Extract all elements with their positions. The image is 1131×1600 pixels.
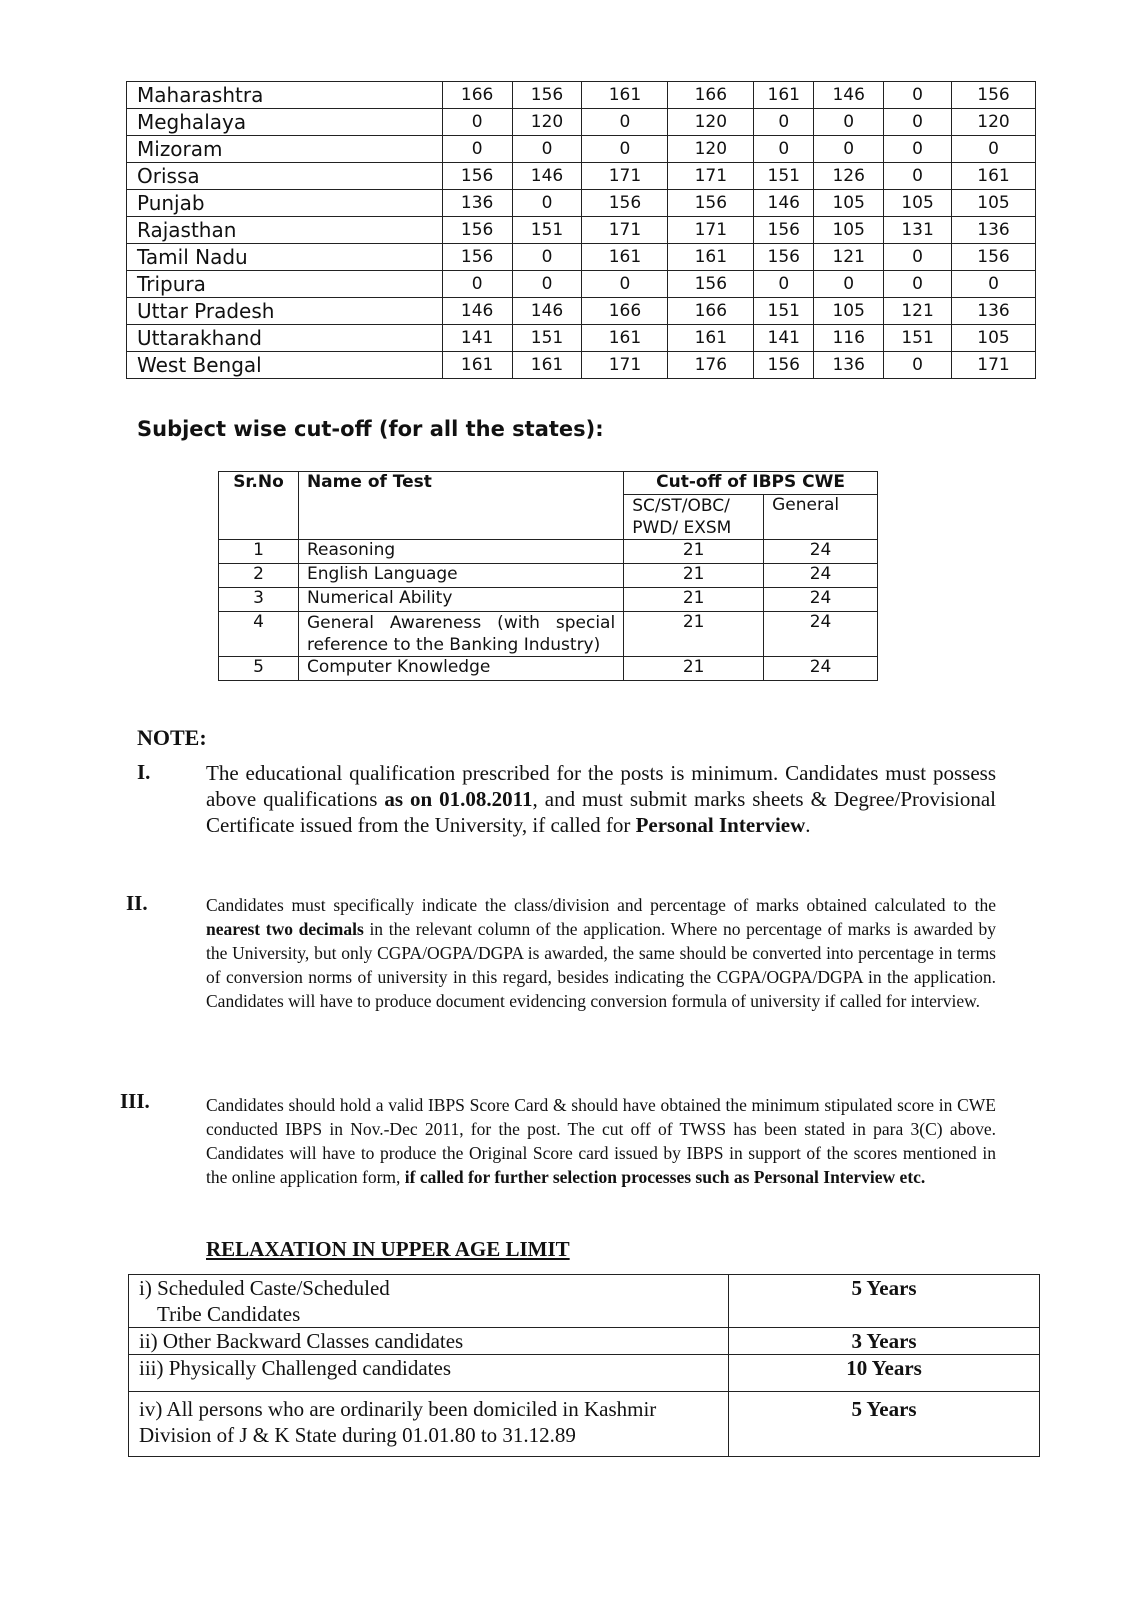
cutoff-value: 105 xyxy=(884,190,952,217)
state-name: West Bengal xyxy=(127,352,443,379)
cutoff-value: 166 xyxy=(582,298,668,325)
cutoff-reserved: 21 xyxy=(624,564,764,588)
state-name: Uttarakhand xyxy=(127,325,443,352)
cutoff-value: 156 xyxy=(442,217,512,244)
cutoff-value: 0 xyxy=(512,136,582,163)
header-srno: Sr.No xyxy=(219,472,299,540)
relaxation-years: 10 Years xyxy=(729,1355,1040,1392)
cutoff-value: 156 xyxy=(668,190,754,217)
cutoff-value: 146 xyxy=(512,298,582,325)
test-number: 5 xyxy=(219,657,299,681)
cutoff-value: 0 xyxy=(884,244,952,271)
cutoff-value: 156 xyxy=(754,217,814,244)
test-number: 1 xyxy=(219,540,299,564)
note-heading: NOTE: xyxy=(137,725,207,750)
table-row xyxy=(127,163,1036,190)
table-row xyxy=(219,564,878,588)
cutoff-value: 0 xyxy=(754,109,814,136)
cutoff-value: 146 xyxy=(754,190,814,217)
cutoff-value: 161 xyxy=(582,82,668,109)
cutoff-general: 24 xyxy=(764,564,878,588)
relaxation-heading: RELAXATION IN UPPER AGE LIMIT xyxy=(206,1237,570,1261)
state-name: Tamil Nadu xyxy=(127,244,443,271)
cutoff-general: 24 xyxy=(764,657,878,681)
cutoff-value: 161 xyxy=(582,325,668,352)
cutoff-value: 0 xyxy=(884,352,952,379)
state-cutoff-table xyxy=(126,81,1036,379)
cutoff-value: 0 xyxy=(754,136,814,163)
cutoff-value: 0 xyxy=(582,271,668,298)
cutoff-value: 136 xyxy=(952,298,1036,325)
cutoff-reserved: 21 xyxy=(624,540,764,564)
table-row xyxy=(219,540,878,564)
note-text: The educational qualification prescribed for the posts is minimum. Candidates must possess above qualifications as on 01.08.2011, and must submit marks sheets & Degree/Provisional Certificate issued from the University, if called for Personal Interview. xyxy=(206,761,996,837)
note-text: Candidates must specifically indicate the class/division and percentage of marks obtained calculated to the nearest two decimals in the relevant column of the application. Where no percentage of marks is awarded by the University, but only CGPA/OGPA/DGPA is awarded, the same should be converted into percentage in terms of conversion norms of university in this regard, besides indicating the CGPA/OGPA/DGPA in the application. Candidates will have to produce document evidencing conversion formula of university if called for interview. xyxy=(206,895,997,1011)
note-text: Candidates should hold a valid IBPS Score Card & should have obtained the minimum stipulated score in CWE conducted IBPS in Nov.-Dec 2011, for the post. The cut off of TWSS has been stated in para 3(C) above. Candidates will have to produce the Original Score card issued by IBPS in support of the scores mentioned in the online application form, if called for further selection processes such as Personal Interview etc. xyxy=(206,1095,996,1187)
cutoff-value: 0 xyxy=(442,271,512,298)
cutoff-value: 0 xyxy=(814,109,884,136)
cutoff-value: 161 xyxy=(952,163,1036,190)
cutoff-value: 151 xyxy=(754,163,814,190)
cutoff-value: 171 xyxy=(952,352,1036,379)
table-row xyxy=(127,325,1036,352)
cutoff-value: 171 xyxy=(582,217,668,244)
cutoff-value: 146 xyxy=(512,163,582,190)
cutoff-value: 146 xyxy=(442,298,512,325)
cutoff-value: 171 xyxy=(582,352,668,379)
cutoff-value: 121 xyxy=(814,244,884,271)
cutoff-value: 0 xyxy=(754,271,814,298)
cutoff-value: 0 xyxy=(884,163,952,190)
cutoff-value: 0 xyxy=(814,136,884,163)
state-name: Punjab xyxy=(127,190,443,217)
cutoff-value: 120 xyxy=(668,136,754,163)
cutoff-value: 151 xyxy=(884,325,952,352)
cutoff-value: 105 xyxy=(952,325,1036,352)
cutoff-value: 105 xyxy=(814,298,884,325)
cutoff-value: 0 xyxy=(814,271,884,298)
relaxation-years: 5 Years xyxy=(729,1275,1040,1328)
relaxation-category: iii) Physically Challenged candidates xyxy=(129,1355,729,1392)
table-row xyxy=(127,352,1036,379)
cutoff-value: 0 xyxy=(512,244,582,271)
table-row xyxy=(127,298,1036,325)
test-name: English Language xyxy=(298,564,623,588)
table-row xyxy=(127,82,1036,109)
header-reserved: SC/ST/OBC/ PWD/ EXSM xyxy=(624,495,764,540)
cutoff-value: 166 xyxy=(668,298,754,325)
cutoff-value: 0 xyxy=(582,109,668,136)
cutoff-value: 156 xyxy=(754,244,814,271)
test-number: 2 xyxy=(219,564,299,588)
test-name: General Awareness (with special reference to the Banking Industry) xyxy=(298,612,623,657)
cutoff-value: 0 xyxy=(512,271,582,298)
relaxation-table xyxy=(128,1274,1040,1457)
test-number: 3 xyxy=(219,588,299,612)
cutoff-value: 126 xyxy=(814,163,884,190)
cutoff-value: 120 xyxy=(668,109,754,136)
cutoff-value: 0 xyxy=(442,136,512,163)
cutoff-value: 171 xyxy=(668,163,754,190)
cutoff-value: 0 xyxy=(884,136,952,163)
cutoff-value: 156 xyxy=(952,82,1036,109)
cutoff-value: 120 xyxy=(952,109,1036,136)
cutoff-value: 121 xyxy=(884,298,952,325)
table-row xyxy=(219,588,878,612)
cutoff-reserved: 21 xyxy=(624,588,764,612)
cutoff-value: 161 xyxy=(668,325,754,352)
cutoff-value: 0 xyxy=(884,82,952,109)
header-general: General xyxy=(764,495,878,540)
cutoff-value: 151 xyxy=(512,325,582,352)
table-row xyxy=(127,271,1036,298)
header-name-of-test: Name of Test xyxy=(298,472,623,540)
relaxation-years: 3 Years xyxy=(729,1328,1040,1355)
subject-cutoff-table xyxy=(218,471,878,681)
cutoff-value: 161 xyxy=(582,244,668,271)
header-cutoff: Cut-off of IBPS CWE xyxy=(624,472,878,495)
cutoff-value: 141 xyxy=(754,325,814,352)
cutoff-value: 156 xyxy=(582,190,668,217)
cutoff-value: 136 xyxy=(442,190,512,217)
table-row xyxy=(129,1328,1040,1355)
relaxation-years: 5 Years xyxy=(729,1392,1040,1457)
cutoff-value: 0 xyxy=(442,109,512,136)
table-row xyxy=(127,136,1036,163)
cutoff-value: 171 xyxy=(582,163,668,190)
cutoff-value: 0 xyxy=(884,271,952,298)
state-name: Meghalaya xyxy=(127,109,443,136)
table-row xyxy=(127,244,1036,271)
table-row xyxy=(127,217,1036,244)
subject-cutoff-heading: Subject wise cut-off (for all the states): xyxy=(137,417,604,441)
table-row xyxy=(219,612,878,657)
note-number: I. xyxy=(137,760,151,784)
cutoff-value: 161 xyxy=(668,244,754,271)
table-row xyxy=(129,1275,1040,1328)
note-number: III. xyxy=(120,1089,150,1113)
cutoff-value: 161 xyxy=(754,82,814,109)
table-row xyxy=(127,109,1036,136)
state-name: Rajasthan xyxy=(127,217,443,244)
relaxation-category: i) Scheduled Caste/Scheduled Tribe Candidates xyxy=(129,1275,729,1328)
cutoff-value: 156 xyxy=(952,244,1036,271)
table-row xyxy=(129,1392,1040,1457)
state-name: Orissa xyxy=(127,163,443,190)
note-number: II. xyxy=(126,891,148,915)
cutoff-value: 156 xyxy=(512,82,582,109)
cutoff-value: 151 xyxy=(754,298,814,325)
cutoff-general: 24 xyxy=(764,540,878,564)
test-number: 4 xyxy=(219,612,299,657)
cutoff-value: 0 xyxy=(582,136,668,163)
state-cutoff-rows xyxy=(127,82,1036,379)
cutoff-value: 136 xyxy=(814,352,884,379)
cutoff-value: 120 xyxy=(512,109,582,136)
cutoff-reserved: 21 xyxy=(624,612,764,657)
cutoff-general: 24 xyxy=(764,612,878,657)
state-name: Uttar Pradesh xyxy=(127,298,443,325)
cutoff-value: 156 xyxy=(442,163,512,190)
cutoff-reserved: 21 xyxy=(624,657,764,681)
cutoff-value: 105 xyxy=(952,190,1036,217)
test-name: Computer Knowledge xyxy=(298,657,623,681)
cutoff-value: 105 xyxy=(814,217,884,244)
relaxation-category: iv) All persons who are ordinarily been domiciled in Kashmir Division of J & K State during 01.01.80 to 31.12.89 xyxy=(129,1392,729,1457)
cutoff-value: 0 xyxy=(952,271,1036,298)
cutoff-value: 116 xyxy=(814,325,884,352)
cutoff-value: 0 xyxy=(512,190,582,217)
cutoff-value: 0 xyxy=(884,109,952,136)
cutoff-general: 24 xyxy=(764,588,878,612)
state-name: Maharashtra xyxy=(127,82,443,109)
cutoff-value: 176 xyxy=(668,352,754,379)
cutoff-value: 156 xyxy=(668,271,754,298)
cutoff-value: 156 xyxy=(442,244,512,271)
cutoff-value: 171 xyxy=(668,217,754,244)
relaxation-category: ii) Other Backward Classes candidates xyxy=(129,1328,729,1355)
cutoff-value: 136 xyxy=(952,217,1036,244)
cutoff-value: 146 xyxy=(814,82,884,109)
table-row xyxy=(219,657,878,681)
cutoff-value: 105 xyxy=(814,190,884,217)
cutoff-value: 0 xyxy=(952,136,1036,163)
cutoff-value: 161 xyxy=(442,352,512,379)
cutoff-value: 166 xyxy=(442,82,512,109)
test-name: Reasoning xyxy=(298,540,623,564)
cutoff-value: 141 xyxy=(442,325,512,352)
cutoff-value: 151 xyxy=(512,217,582,244)
cutoff-value: 156 xyxy=(754,352,814,379)
cutoff-value: 166 xyxy=(668,82,754,109)
state-name: Mizoram xyxy=(127,136,443,163)
cutoff-value: 161 xyxy=(512,352,582,379)
cutoff-value: 131 xyxy=(884,217,952,244)
table-row xyxy=(129,1355,1040,1392)
state-name: Tripura xyxy=(127,271,443,298)
table-row xyxy=(127,190,1036,217)
test-name: Numerical Ability xyxy=(298,588,623,612)
